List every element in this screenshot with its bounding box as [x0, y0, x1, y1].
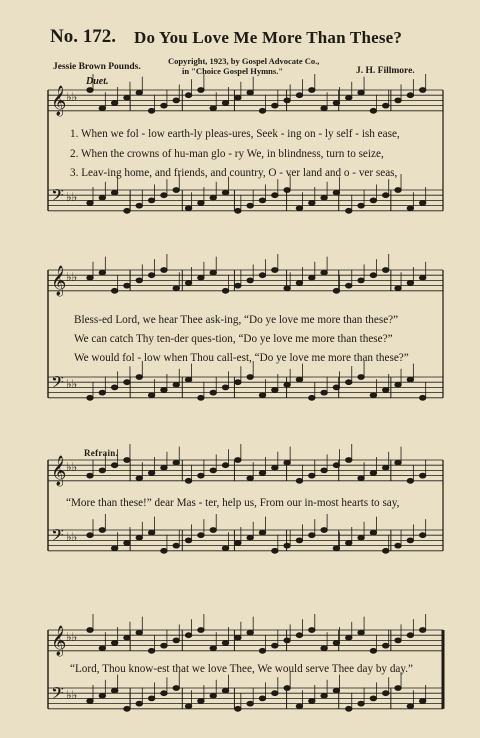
note-head: [272, 548, 278, 553]
note-head: [296, 478, 302, 483]
note-head: [383, 548, 389, 553]
copyright-line: Copyright, 1923, by Gospel Advocate Co.,: [168, 56, 320, 66]
note-head: [99, 106, 105, 111]
note-head: [259, 198, 265, 203]
note-head: [111, 385, 117, 390]
note-head: [309, 628, 315, 633]
note-head: [346, 541, 352, 546]
note-head: [247, 701, 253, 706]
note-head: [210, 468, 216, 473]
note-head: [148, 530, 154, 535]
note-head: [259, 471, 265, 476]
bass-clef-icon: 𝄢: [51, 525, 64, 549]
note-head: [419, 533, 425, 538]
note-head: [136, 203, 142, 208]
note-head: [111, 463, 117, 468]
note-head: [358, 278, 364, 283]
note-head: [210, 693, 216, 698]
note-head: [210, 195, 216, 200]
note-head: [296, 206, 302, 211]
note-head: [395, 543, 401, 548]
key-flat-icon: ♭♭: [66, 630, 78, 644]
note-head: [346, 706, 352, 711]
note-head: [99, 270, 105, 275]
note-head: [222, 463, 228, 468]
note-head: [407, 704, 413, 709]
note-head: [284, 638, 290, 643]
note-head: [99, 646, 105, 651]
note-head: [99, 693, 105, 698]
note-head: [247, 203, 253, 208]
note-head: [148, 273, 154, 278]
note-head: [259, 648, 265, 653]
note-head: [173, 286, 179, 291]
note-head: [173, 686, 179, 691]
note-head: [161, 103, 167, 108]
note-head: [358, 701, 364, 706]
note-head: [185, 93, 191, 98]
note-head: [284, 460, 290, 465]
note-head: [346, 380, 352, 385]
note-head: [383, 691, 389, 696]
note-head: [284, 98, 290, 103]
note-head: [333, 688, 339, 693]
note-head: [210, 528, 216, 533]
note-head: [321, 195, 327, 200]
note-head: [161, 548, 167, 553]
note-head: [272, 643, 278, 648]
key-flat-icon: ♭♭: [66, 688, 78, 702]
verse-2-line-2: We can catch Thy ten-der ques-tion, “Do ye love me more than these?”: [74, 333, 393, 345]
note-head: [99, 390, 105, 395]
note-head: [136, 90, 142, 95]
note-head: [309, 275, 315, 280]
note-head: [136, 278, 142, 283]
note-head: [309, 395, 315, 400]
note-head: [407, 93, 413, 98]
note-head: [161, 388, 167, 393]
note-head: [358, 535, 364, 540]
lyricist-credit: Jessie Brown Pounds.: [53, 62, 141, 72]
note-head: [333, 463, 339, 468]
note-head: [161, 465, 167, 470]
note-head: [198, 275, 204, 280]
note-head: [309, 88, 315, 93]
note-head: [148, 198, 154, 203]
note-head: [198, 201, 204, 206]
note-head: [309, 699, 315, 704]
note-head: [222, 101, 228, 106]
note-head: [346, 95, 352, 100]
key-flat-icon: ♭♭: [66, 90, 78, 104]
note-head: [284, 686, 290, 691]
note-head: [321, 646, 327, 651]
note-head: [395, 286, 401, 291]
note-head: [296, 281, 302, 286]
note-head: [222, 288, 228, 293]
treble-clef-icon: 𝄞: [51, 456, 67, 486]
note-head: [136, 701, 142, 706]
note-head: [321, 528, 327, 533]
note-head: [272, 268, 278, 273]
note-head: [321, 693, 327, 698]
note-head: [173, 638, 179, 643]
note-head: [284, 188, 290, 193]
note-head: [173, 98, 179, 103]
note-head: [407, 281, 413, 286]
note-head: [284, 382, 290, 387]
note-head: [419, 628, 425, 633]
note-head: [198, 473, 204, 478]
note-head: [321, 106, 327, 111]
note-head: [296, 538, 302, 543]
note-head: [407, 206, 413, 211]
note-head: [395, 460, 401, 465]
note-head: [161, 268, 167, 273]
note-head: [87, 628, 93, 633]
bass-clef-icon: 𝄢: [51, 372, 64, 396]
note-head: [222, 688, 228, 693]
note-head: [235, 380, 241, 385]
note-head: [148, 648, 154, 653]
key-flat-icon: ♭♭: [66, 460, 78, 474]
note-head: [370, 198, 376, 203]
note-head: [198, 395, 204, 400]
note-head: [395, 686, 401, 691]
note-head: [419, 699, 425, 704]
note-head: [419, 275, 425, 280]
note-head: [173, 188, 179, 193]
performance-direction: Duet.: [86, 76, 109, 87]
note-head: [370, 696, 376, 701]
note-head: [321, 468, 327, 473]
note-head: [148, 471, 154, 476]
note-head: [136, 375, 142, 380]
refrain-line-2: “Lord, Thou know-est that we love Thee, We would serve Thee day by day.”: [70, 663, 414, 675]
note-head: [333, 546, 339, 551]
note-head: [395, 98, 401, 103]
treble-clef-icon: 𝄞: [51, 86, 67, 116]
key-flat-icon: ♭♭: [66, 270, 78, 284]
note-head: [185, 633, 191, 638]
note-head: [111, 101, 117, 106]
note-head: [383, 193, 389, 198]
copyright-source: in "Choice Gospel Hymns.": [182, 66, 284, 76]
note-head: [370, 108, 376, 113]
note-head: [87, 395, 93, 400]
note-head: [370, 648, 376, 653]
note-head: [198, 533, 204, 538]
note-head: [383, 388, 389, 393]
note-head: [247, 278, 253, 283]
note-head: [333, 641, 339, 646]
note-head: [124, 706, 130, 711]
note-head: [148, 108, 154, 113]
note-head: [247, 90, 253, 95]
note-head: [383, 268, 389, 273]
note-head: [247, 375, 253, 380]
note-head: [346, 635, 352, 640]
note-head: [124, 635, 130, 640]
verse-3-line-2: We would fol - low when Thou call-est, “Do ye love me more than these?”: [74, 352, 409, 364]
note-head: [222, 190, 228, 195]
note-head: [321, 270, 327, 275]
note-head: [173, 382, 179, 387]
note-head: [407, 538, 413, 543]
note-head: [222, 641, 228, 646]
note-head: [407, 478, 413, 483]
note-head: [407, 377, 413, 382]
note-head: [296, 633, 302, 638]
bass-clef-icon: 𝄢: [51, 683, 64, 707]
note-head: [136, 630, 142, 635]
note-head: [309, 533, 315, 538]
note-head: [148, 696, 154, 701]
note-head: [358, 90, 364, 95]
note-head: [185, 704, 191, 709]
note-head: [358, 630, 364, 635]
verse-3-line-1: 3. Leav-ing home, and friends, and country, O - ver land and o - ver seas,: [70, 167, 398, 179]
note-head: [124, 458, 130, 463]
note-head: [296, 704, 302, 709]
note-head: [185, 478, 191, 483]
note-head: [358, 203, 364, 208]
note-head: [87, 533, 93, 538]
note-head: [99, 468, 105, 473]
note-head: [99, 528, 105, 533]
note-head: [333, 190, 339, 195]
note-head: [309, 473, 315, 478]
note-head: [407, 633, 413, 638]
note-head: [419, 473, 425, 478]
note-head: [296, 377, 302, 382]
key-flat-icon: ♭♭: [66, 190, 78, 204]
note-head: [124, 283, 130, 288]
note-head: [185, 206, 191, 211]
note-head: [419, 395, 425, 400]
note-head: [161, 643, 167, 648]
note-head: [124, 541, 130, 546]
note-head: [383, 465, 389, 470]
note-head: [284, 543, 290, 548]
note-head: [247, 630, 253, 635]
refrain-line-1: “More than these!” dear Mas - ter, help us, From our in-most hearts to say,: [66, 497, 400, 509]
note-head: [210, 106, 216, 111]
note-head: [321, 390, 327, 395]
note-head: [161, 193, 167, 198]
note-head: [111, 546, 117, 551]
note-head: [383, 103, 389, 108]
note-head: [419, 88, 425, 93]
note-head: [272, 103, 278, 108]
note-head: [235, 541, 241, 546]
note-head: [198, 628, 204, 633]
key-flat-icon: ♭♭: [66, 377, 78, 391]
note-head: [284, 286, 290, 291]
verse-1-line-1: 1. When we fol - low earth-ly pleas-ures, Seek - ing on - ly self - ish ease,: [70, 128, 400, 140]
key-flat-icon: ♭♭: [66, 530, 78, 544]
note-head: [87, 699, 93, 704]
note-head: [198, 88, 204, 93]
note-head: [370, 471, 376, 476]
note-head: [259, 273, 265, 278]
note-head: [383, 643, 389, 648]
note-head: [235, 95, 241, 100]
note-head: [333, 288, 339, 293]
note-head: [370, 530, 376, 535]
note-head: [185, 281, 191, 286]
note-head: [185, 377, 191, 382]
note-head: [111, 688, 117, 693]
note-head: [370, 273, 376, 278]
note-head: [333, 101, 339, 106]
note-head: [99, 195, 105, 200]
verse-1-line-2: Bless-ed Lord, we hear Thee ask-ing, “Do ye love me more than these?”: [74, 314, 399, 326]
note-head: [111, 190, 117, 195]
note-head: [395, 638, 401, 643]
note-head: [173, 543, 179, 548]
note-head: [235, 458, 241, 463]
refrain-label: Refrain.: [84, 448, 119, 458]
note-head: [346, 208, 352, 213]
note-head: [111, 641, 117, 646]
note-head: [87, 275, 93, 280]
note-head: [210, 390, 216, 395]
note-head: [272, 691, 278, 696]
note-head: [395, 382, 401, 387]
note-head: [272, 465, 278, 470]
note-head: [222, 546, 228, 551]
note-head: [333, 385, 339, 390]
note-head: [235, 208, 241, 213]
note-head: [185, 538, 191, 543]
note-head: [148, 393, 154, 398]
bass-clef-icon: 𝄢: [51, 185, 64, 209]
composer-credit: J. H. Fillmore.: [356, 66, 415, 76]
note-head: [259, 393, 265, 398]
note-head: [235, 706, 241, 711]
note-head: [210, 646, 216, 651]
note-head: [346, 458, 352, 463]
note-head: [173, 460, 179, 465]
note-head: [346, 283, 352, 288]
note-head: [358, 375, 364, 380]
note-head: [136, 535, 142, 540]
note-head: [222, 385, 228, 390]
treble-clef-icon: 𝄞: [51, 626, 67, 656]
note-head: [124, 95, 130, 100]
note-head: [161, 691, 167, 696]
note-head: [272, 388, 278, 393]
hymn-title: Do You Love Me More Than These?: [134, 28, 403, 47]
note-head: [272, 193, 278, 198]
note-head: [259, 530, 265, 535]
hymn-number: No. 172.: [50, 26, 116, 47]
verse-2-line-1: 2. When the crowns of hu-man glo - ry We, in blindness, turn to seize,: [70, 148, 384, 160]
note-head: [124, 208, 130, 213]
note-head: [247, 476, 253, 481]
note-head: [111, 288, 117, 293]
note-head: [247, 535, 253, 540]
note-head: [370, 393, 376, 398]
note-head: [87, 473, 93, 478]
note-head: [198, 699, 204, 704]
note-head: [296, 93, 302, 98]
note-head: [235, 635, 241, 640]
note-head: [136, 476, 142, 481]
note-head: [259, 696, 265, 701]
note-head: [235, 283, 241, 288]
note-head: [358, 476, 364, 481]
note-head: [419, 201, 425, 206]
note-head: [309, 201, 315, 206]
note-head: [124, 380, 130, 385]
note-head: [395, 188, 401, 193]
treble-clef-icon: 𝄞: [51, 266, 67, 296]
note-head: [210, 270, 216, 275]
note-head: [259, 108, 265, 113]
note-head: [87, 88, 93, 93]
note-head: [87, 201, 93, 206]
